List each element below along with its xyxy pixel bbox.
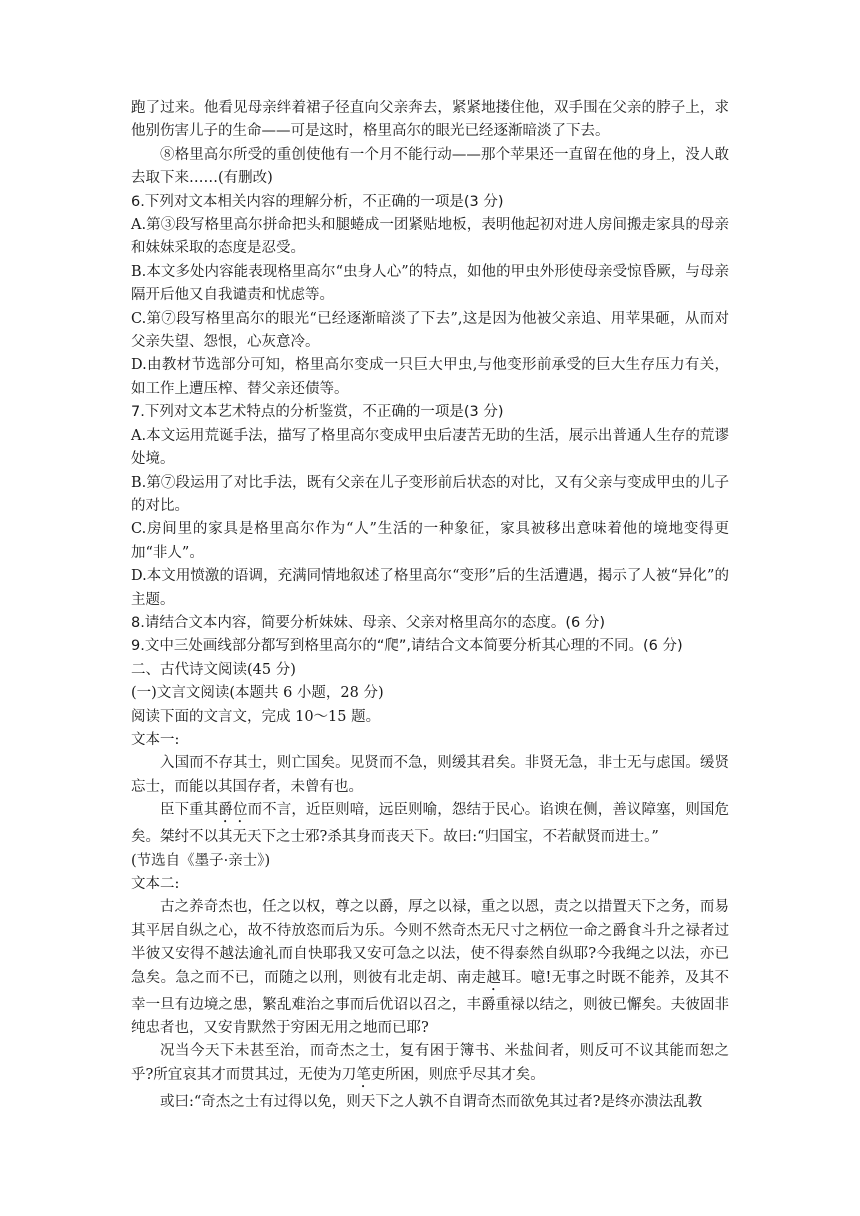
question-6-option-c: C.第⑦段写格里高尔的眼光“已经逐渐暗淡了下去”,这是因为他被父亲追、用苹果砸，从而对父亲失望、怨恨，心灰意冷。 (131, 310, 729, 351)
text-1-label: 文本一: (131, 731, 180, 748)
text-1-paragraph-1: 入国而不存其士，则亡国矣。见贤而不急，则缓其君矣。非贤无急，非士无与虑国。缓贤忘士，而能以其国存者，未曾有也。 (131, 755, 729, 795)
emphasis-char-wei: 位 (232, 802, 248, 819)
passage-paragraph-8: ⑧格里高尔所受的重创使他有一个月不能行动——那个苹果还一直留在他的身上，没人敢去取下来……(有删改) (131, 146, 729, 187)
text-1-paragraph-2-part-b: 而不言，近臣则喑，远臣则喻，怨结于民心。谄谀在侧，善议障塞，则国危矣。桀纣不以其无天下之士邪?杀其身而丧天下。故曰:“归国宝，不若献贤而进士。” (131, 802, 730, 846)
text-1-paragraph-2-part-a: 臣下重其 (160, 802, 219, 819)
section-2-heading: 二、古代诗文阅读(45 分) (131, 661, 296, 678)
text-2-paragraph-2 (131, 1040, 729, 1090)
question-7-option-c: C.房间里的家具是格里高尔作为“人”生活的一种象征，家具被移出意味着他的境地变得更加“非人”。 (131, 521, 729, 561)
text-2-paragraph-1-part-a: 古之养奇杰也，任之以权，尊之以爵，厚之以禄，重之以恩，责之以措置天下之务，而易其平居自纵之心，故不待放恣而后为乐。今则不然奇杰无尺寸之柄位一命之爵食斗升之禄者过半彼又安得不越法逾礼而自快耶我又安可急之以法，使不得泰然自纵耶?今我绳之以法，亦已急矣。急之而不已，而随之以刑，则彼有北走胡、南走 (131, 899, 729, 986)
emphasis-char-yue: 越 (486, 969, 502, 986)
text-2-paragraph-3: 或曰:“奇杰之士有过得以免，则天下之人孰不自谓奇杰而欲免其过者?是终亦溃法乱教 (160, 1093, 703, 1110)
emphasis-char-jue: 爵 (218, 802, 233, 819)
question-7-option-d: D.本文用愤激的语调，充满同情地叙述了格里高尔“变形”后的生活遭遇，揭示了人被“异化”的主题。 (131, 568, 729, 608)
question-6-option-b: B.本文多处内容能表现格里高尔“虫身人心”的特点，如他的甲虫外形使母亲受惊昏厥，与母亲隔开后他又自我谴责和忧虑等。 (131, 263, 729, 304)
question-6-option-a: A.第③段写格里高尔拼命把头和腿蜷成一团紧贴地板，表明他起初对进人房间搬走家具的母亲和妹妹采取的态度是忍受。 (131, 217, 729, 257)
emphasis-char-bi: 笔 (356, 1066, 371, 1083)
text-2-label: 文本二: (131, 876, 180, 892)
passage-paragraph-continued: 跑了过来。他看见母亲绊着裙子径直向父亲奔去，紧紧地搂住他，双手围在父亲的脖子上，求他别伤害儿子的生命——可是这时，格里高尔的眼光已经逐渐暗淡了下去。 (131, 100, 729, 140)
question-7-stem: 7.下列对文本艺术特点的分析鉴赏，不正确的一项是(3 分) (131, 404, 504, 421)
question-7-option-a: A.本文运用荒诞手法，描写了格里高尔变成甲虫后凄苦无助的生活，展示出普通人生存的荒谬处境。 (131, 427, 729, 468)
question-8: 8.请结合文本内容，简要分析妹妹、母亲、父亲对格里高尔的态度。(6 分) (131, 614, 605, 631)
question-6-stem: 6.下列对文本相关内容的理解分析，不正确的一项是(3 分) (131, 193, 504, 210)
question-6-option-d: D.由教材节选部分可知，格里高尔变成一只巨大甲虫,与他变形前承受的巨大生存压力有关，如工作上遭压榨、替父亲还债等。 (131, 357, 729, 397)
text-2-paragraph-1-part-b: 耳。噫!无事之时既不能养，及其不幸一旦有边境之患，繁乱难治之事而后优诏以召之，丰爵重禄以结之，则彼已懈矣。夫彼固非纯忠者也，又安肯默然于穷困无用之地而已耶? (131, 969, 730, 1037)
text-2-paragraph-1 (131, 896, 729, 1040)
text-1-paragraph-2 (131, 799, 729, 849)
section-2-instruction: 阅读下面的文言文，完成 10～15 题。 (131, 708, 381, 725)
question-7-option-b: B.第⑦段运用了对比手法，既有父亲在儿子变形前后状态的对比，又有父亲与变成甲虫的儿子的对比。 (131, 474, 729, 514)
text-2-paragraph-2-part-b: 吏所困，则庶乎尽其才矣。 (370, 1066, 545, 1083)
section-2-subheading: (一)文言文阅读(本题共 6 小题，28 分) (131, 685, 384, 702)
document-body (131, 97, 729, 1114)
text-2-paragraph-2-part-a: 况当今天下未甚至治，而奇杰之士，复有困于簿书、米盐间者，则反可不议其能而恕之乎?所宜哀其才而贯其过，无使为刀 (131, 1043, 729, 1083)
text-1-source: (节选自《墨子·亲士》) (131, 852, 271, 869)
question-9: 9.文中三处画线部分都写到格里高尔的“爬”,请结合文本简要分析其心理的不同。(6 分) (131, 638, 683, 655)
